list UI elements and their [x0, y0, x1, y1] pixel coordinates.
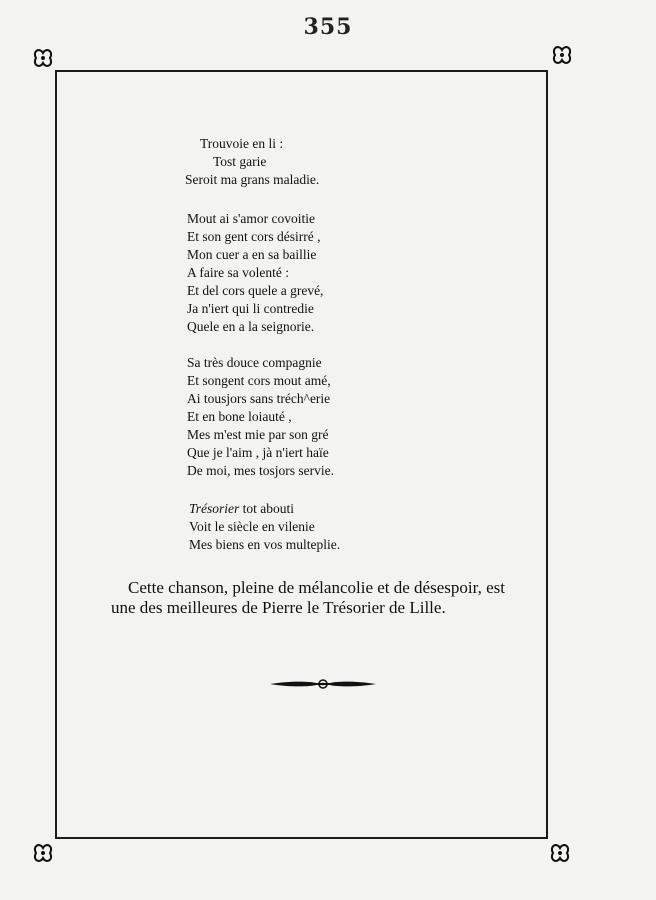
- poem-line: Ja n'iert qui li contredie: [187, 301, 314, 316]
- poem-line: Mes m'est mie par son gré: [187, 427, 329, 442]
- page-number: 355: [303, 14, 353, 40]
- envoi-italic-word: Trésorier: [189, 501, 240, 516]
- poem-line: Sa très douce compagnie: [187, 355, 322, 370]
- poem-line: Mon cuer a en sa baillie: [187, 247, 317, 262]
- corner-ornament-top-left-icon: [30, 45, 56, 71]
- poem-line: Quele en a la seignorie.: [187, 319, 315, 334]
- corner-ornament-top-right-icon: [549, 42, 575, 68]
- poem-line: Ai tousjors sans tréch^erie: [187, 391, 331, 406]
- poem-line: Mes biens en vos multeplie.: [189, 537, 341, 552]
- envoi-rest: tot abouti: [239, 501, 295, 516]
- poem-line-envoi: [189, 500, 294, 518]
- tail-piece-ornament-icon: [268, 676, 378, 692]
- commentary-line-1: Cette chanson, pleine de mélancolie et de désespoir, est: [128, 578, 505, 597]
- poem-line: Voit le siècle en vilenie: [189, 519, 315, 534]
- poem-line: Mout ai s'amor covoitie: [187, 211, 316, 226]
- commentary-line-2: une des meilleures de Pierre le Trésorier de Lille.: [111, 598, 446, 617]
- poem-line: A faire sa volenté :: [187, 265, 289, 280]
- poem-line: De moi, mes tosjors servie.: [187, 463, 334, 478]
- poem-line: Et songent cors mout amé,: [187, 373, 331, 388]
- poem-line: Et son gent cors désirré ,: [187, 229, 321, 244]
- poem-line: Que je l'aim , jà n'iert haïe: [187, 445, 329, 460]
- corner-ornament-bottom-right-icon: [547, 840, 573, 866]
- poem-line: Tost garie: [213, 154, 267, 169]
- poem-line: Et en bone loiauté ,: [187, 409, 292, 424]
- poem-line: Seroit ma grans maladie.: [185, 172, 320, 187]
- corner-ornament-bottom-left-icon: [30, 840, 56, 866]
- poem-line: Et del cors quele a grevé,: [187, 283, 324, 298]
- poem-line: Trouvoie en li :: [200, 136, 284, 151]
